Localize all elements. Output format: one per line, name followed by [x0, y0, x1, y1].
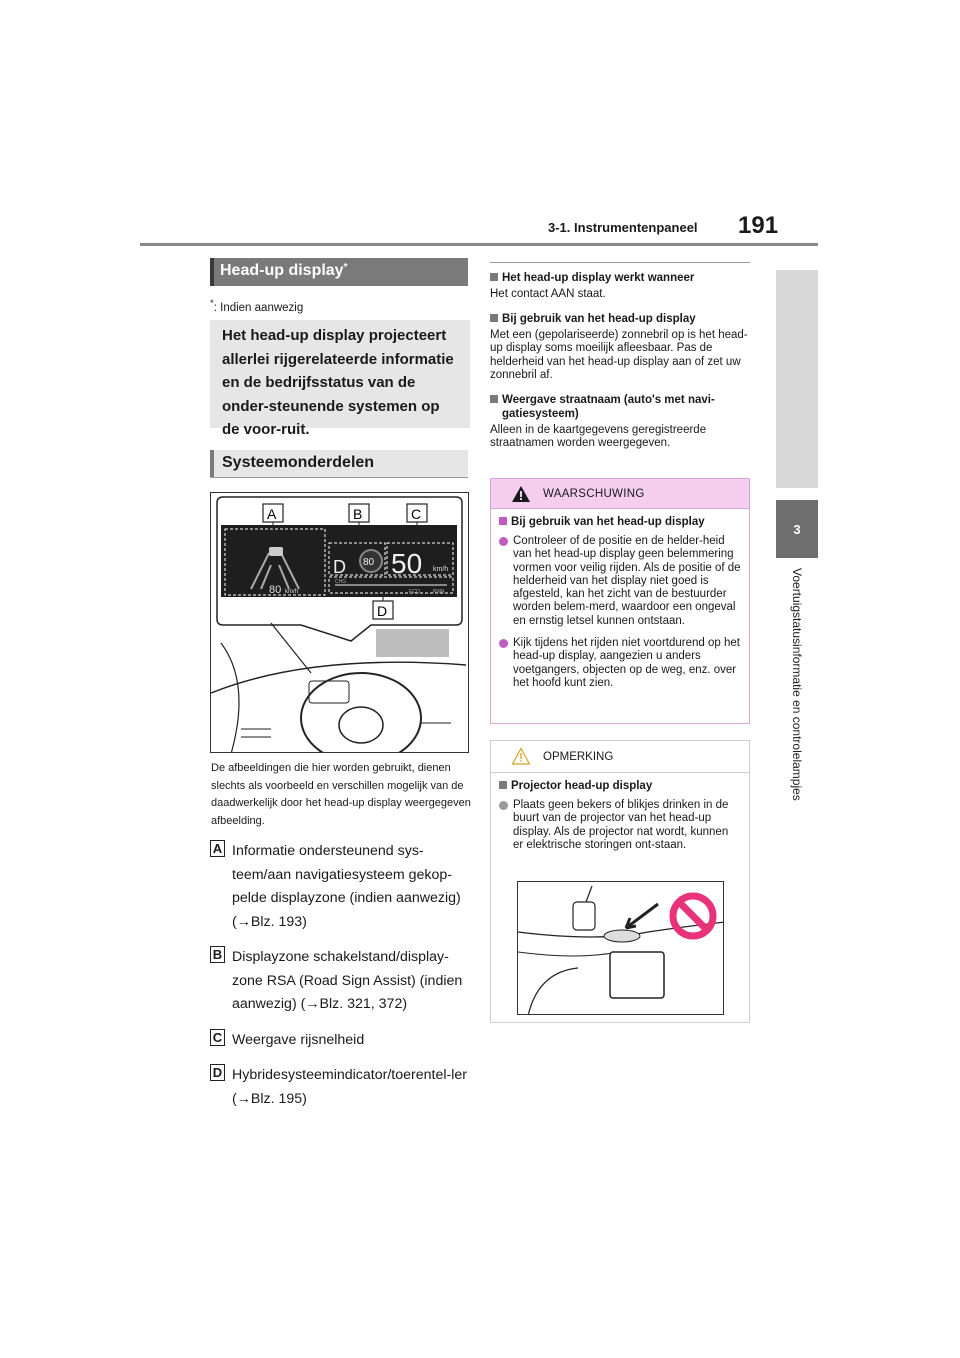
bullet-dot-icon [499, 801, 508, 810]
warning-heading [499, 515, 741, 529]
note-content [491, 773, 749, 852]
intro-box: Het head-up display projecteert allerlei rijgerelateerde informatie en de bedrijfsstatus van de onder-steunende systemen op de voor-ruit. [210, 320, 470, 428]
bar-label-eco: ECO [409, 589, 420, 595]
note-bullet-1 [499, 799, 741, 852]
label-a: A [267, 506, 277, 522]
speed-sign-value: 80 [363, 557, 375, 568]
legend-text-a: Informatie ondersteunend sys-teem/aan navigatiesysteem gekop-pelde displayzone (indien aanwezig) (→Blz. 193) [232, 843, 461, 930]
bar-label-pwr: PWR [433, 589, 445, 595]
set-speed: 80 [269, 584, 282, 596]
figure-caption: De afbeeldingen die hier worden gebruikt, dienen slechts als voorbeeld en verschillen mogelijk van de daadwerkelijk door het head-up display weergegeven afbeelding. [211, 762, 471, 827]
projection-area [376, 629, 449, 657]
legend-text-b: Displayzone schakelstand/display-zone RSA (Road Sign Assist) (indien aanwezig) (→Blz. 321, 372) [232, 949, 463, 1012]
label-b: B [353, 506, 363, 522]
bullet-dot-icon [499, 537, 508, 546]
legend-item-b [210, 946, 472, 1017]
note-heading [499, 779, 741, 793]
chapter-label [790, 568, 804, 868]
section-title: Head-up display [220, 262, 344, 279]
info-heading-2-text: Bij gebruik van het head-up display [502, 312, 696, 325]
footnote-text: : Indien aanwezig [213, 301, 304, 314]
note-title-bar [491, 741, 749, 773]
label-d: D [377, 603, 388, 619]
info-heading-3 [490, 393, 750, 421]
legend-list [210, 840, 472, 1123]
legend-text-c: Weergave rijsnelheid [232, 1031, 365, 1048]
square-bullet-icon [499, 517, 507, 525]
hud-figure [210, 492, 469, 753]
header-rule [140, 243, 818, 246]
warning-content [491, 509, 749, 690]
speed-value: 50 [391, 548, 423, 579]
info-body-3: Alleen in de kaartgegevens geregistreerde straatnamen worden weergegeven. [490, 423, 707, 449]
warning-title-bar [491, 479, 749, 509]
steering-hub [339, 707, 383, 743]
dashboard-outline [211, 662, 466, 693]
legend-item-d [210, 1064, 472, 1111]
projector-illustration [517, 881, 724, 1015]
square-bullet-icon [499, 781, 507, 789]
square-bullet-icon [490, 314, 498, 322]
legend-key-d: D [210, 1064, 225, 1081]
steering-column [528, 968, 578, 1015]
bar-label-chg: CHG [335, 579, 347, 585]
legend-item-a [210, 840, 472, 934]
side-rule [776, 270, 818, 488]
legend-text-d: Hybridesysteemindicator/toerentel-ler (→Blz. 195) [232, 1067, 467, 1107]
square-bullet-icon [490, 395, 498, 403]
hud-illustration [211, 493, 469, 753]
warning-bullet-2 [499, 637, 741, 690]
straw [586, 886, 592, 902]
car-icon [269, 547, 283, 556]
info-heading-2 [490, 312, 750, 326]
warning-bullet-1-text: Controleer of de positie en de helder-heid van het head-up display geen belemmering vormen voor veilig rijden. Als de positie of de helderheid van het display niet goed is afgesteld, kan het zicht van de bestuurder worden belem-merd, waardoor een ongeval en ernstig letsel kunnen ontstaan. [513, 535, 741, 627]
info-top-rule [490, 262, 750, 263]
footnote [210, 298, 303, 314]
note-heading-text: Projector head-up display [511, 780, 653, 792]
chapter-label-text: Voertuigstatusinformatie en controlelampjes [790, 568, 804, 801]
subsection-title: Systeemonderdelen [222, 454, 375, 471]
chapter-tab: 3 [776, 500, 818, 558]
info-heading-3-text: Weergave straatnaam (auto's met navi-gatiesysteem) [502, 393, 715, 420]
warning-triangle-icon [511, 485, 531, 503]
warning-heading-text: Bij gebruik van het head-up display [511, 516, 705, 528]
bullet-dot-icon [499, 639, 508, 648]
subsection-heading [210, 450, 468, 478]
warning-box [490, 478, 750, 724]
arrow-icon [626, 904, 658, 928]
legend-key-b: B [210, 946, 225, 963]
steering-wheel [301, 673, 421, 753]
info-body-2: Met een (gepolariseerde) zonnebril op is het head-up display soms moeilijk afleesbaar. Pas de helderheid van het head-up display aan of zet uw zonnebril af. [490, 328, 748, 381]
legend-key-a: A [210, 840, 225, 857]
projector-drawing [518, 882, 724, 1015]
warning-title: WAARSCHUWING [543, 487, 645, 500]
cup-icon [573, 902, 595, 930]
section-heading [210, 258, 468, 286]
note-title: OPMERKING [543, 750, 614, 763]
running-head: 3-1. Instrumentenpaneel [548, 220, 698, 235]
note-bullet-1-text: Plaats geen bekers of blikjes drinken in de buurt van de projector van het head-up display. Als de projector nat wordt, kunnen er elektrische storingen ont-staan. [513, 799, 729, 851]
title-marker: * [343, 262, 348, 273]
square-bullet-icon [490, 273, 498, 281]
projector-lens [604, 930, 640, 942]
legend-item-c [210, 1029, 472, 1053]
legend-key-c: C [210, 1029, 225, 1046]
speed-unit: km/h [433, 566, 449, 573]
info-column [490, 262, 750, 461]
center-screen [610, 952, 664, 998]
label-c: C [411, 506, 422, 522]
footnote-marker: * [210, 298, 214, 309]
windshield-frame [221, 623, 311, 753]
warning-bullet-2-text: Kijk tijdens het rijden niet voortdurend op het head-up display, aangezien u anders voetgangers, objecten op de weg, enz. over het hoofd kunt zien. [513, 637, 740, 689]
warning-bullet-1 [499, 535, 741, 628]
info-heading-1 [490, 271, 750, 285]
caution-triangle-icon [511, 747, 531, 765]
subheading-stripe [210, 450, 214, 477]
heading-stripe [210, 258, 214, 286]
instrument-cluster [309, 681, 349, 703]
info-heading-1-text: Het head-up display werkt wanneer [502, 272, 695, 284]
note-box [490, 740, 750, 1023]
page-number: 191 [738, 212, 779, 239]
set-speed-unit: km/h [285, 589, 299, 595]
info-body-1: Het contact AAN staat. [490, 288, 606, 300]
gear-indicator: D [333, 557, 346, 577]
dash-lower-line [518, 952, 618, 956]
